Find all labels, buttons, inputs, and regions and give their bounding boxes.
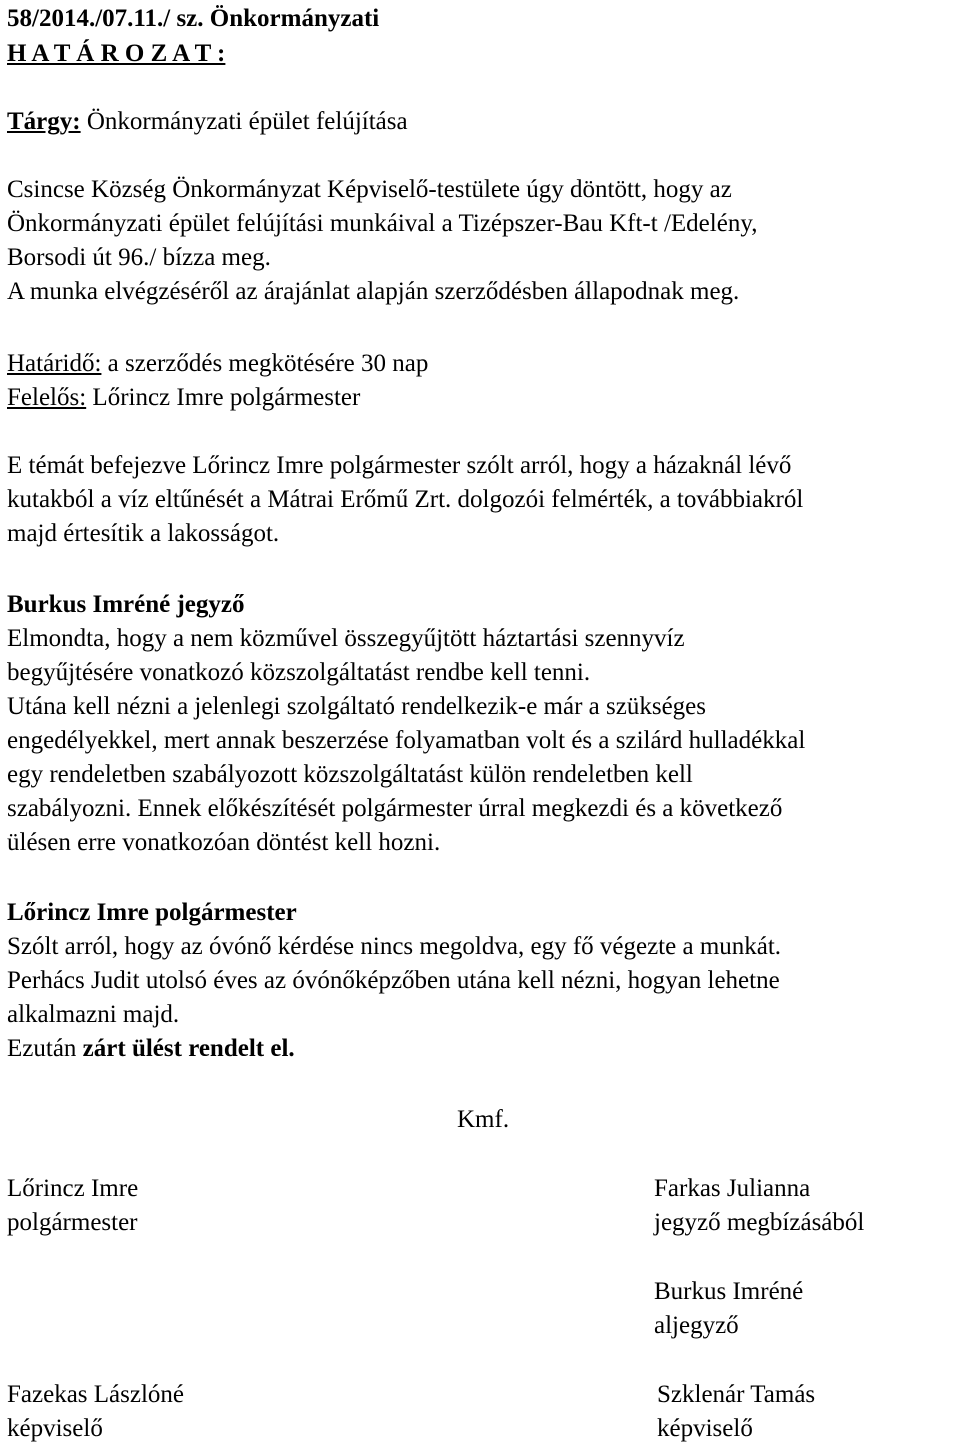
signature-role: polgármester bbox=[7, 1209, 138, 1236]
signature-role: aljegyző bbox=[654, 1312, 739, 1339]
speaker-text-line: Elmondta, hogy a nem közművel összegyűjtött háztartási szennyvíz bbox=[7, 625, 685, 652]
resolution-body-line: A munka elvégzéséről az árajánlat alapján szerződésben állapodnak meg. bbox=[7, 278, 740, 305]
speaker-text-line: egy rendeletben szabályozott közszolgáltatást külön rendeletben kell bbox=[7, 761, 693, 788]
speaker-text-line: begyűjtésére vonatkozó közszolgáltatást rendbe kell tenni. bbox=[7, 659, 591, 686]
signature-role: képviselő bbox=[7, 1415, 103, 1442]
speaker-text-line: alkalmazni majd. bbox=[7, 1001, 180, 1028]
deadline-text: a szerződés megkötésére 30 nap bbox=[101, 350, 429, 377]
speaker-name: Lőrincz Imre polgármester bbox=[7, 899, 297, 926]
speaker-text-line: engedélyekkel, mert annak beszerzése folyamatban volt és a szilárd hulladékkal bbox=[7, 727, 806, 754]
subject-label: Tárgy: bbox=[7, 108, 81, 135]
signature-role: képviselő bbox=[657, 1415, 753, 1442]
signature-name: Lőrincz Imre bbox=[7, 1175, 139, 1202]
responsible-label: Felelős: bbox=[7, 384, 87, 411]
paragraph-line: E témát befejezve Lőrincz Imre polgármester szólt arról, hogy a házaknál lévő bbox=[7, 452, 792, 479]
responsible-line bbox=[7, 381, 360, 415]
responsible-text: Lőrincz Imre polgármester bbox=[86, 384, 361, 411]
signature-name: Farkas Julianna bbox=[654, 1175, 811, 1202]
closing-plain: Ezután bbox=[7, 1035, 83, 1062]
deadline-line bbox=[7, 347, 428, 381]
resolution-body-line: Csincse Község Önkormányzat Képviselő-testülete úgy döntött, hogy az bbox=[7, 176, 732, 203]
speaker-text-line: Utána kell nézni a jelenlegi szolgáltató rendelkezik-e már a szükséges bbox=[7, 693, 706, 720]
kmf-label: Kmf. bbox=[457, 1106, 510, 1133]
signature-name: Burkus Imréné bbox=[654, 1278, 804, 1305]
signature-name: Szklenár Tamás bbox=[657, 1381, 816, 1408]
subject-text: Önkormányzati épület felújítása bbox=[80, 108, 408, 135]
speaker-text-line: Perhács Judit utolsó éves az óvónőképzőben utána kell nézni, hogyan lehetne bbox=[7, 967, 780, 994]
resolution-body-line: Borsodi út 96./ bízza meg. bbox=[7, 244, 271, 271]
resolution-heading: H A T Á R O Z A T : bbox=[7, 40, 226, 67]
signature-name: Fazekas Lászlóné bbox=[7, 1381, 185, 1408]
speaker-name: Burkus Imréné jegyző bbox=[7, 591, 245, 618]
speaker-text-line: Szólt arról, hogy az óvónő kérdése nincs megoldva, egy fő végezte a munkát. bbox=[7, 933, 782, 960]
paragraph-line: kutakból a víz eltűnését a Mátrai Erőmű Zrt. dolgozói felmérték, a továbbiakról bbox=[7, 486, 804, 513]
closing-bold: zárt ülést rendelt el. bbox=[82, 1035, 295, 1062]
deadline-label: Határidő: bbox=[7, 350, 102, 377]
resolution-number: 58/2014./07.11./ sz. Önkormányzati bbox=[7, 5, 380, 32]
speaker-text-line: ülésen erre vonatkozóan döntést kell hozni. bbox=[7, 829, 441, 856]
subject-line bbox=[7, 105, 408, 139]
signature-role: jegyző megbízásából bbox=[654, 1209, 865, 1236]
paragraph-line: majd értesítik a lakosságot. bbox=[7, 520, 280, 547]
resolution-body-line: Önkormányzati épület felújítási munkáival a Tizépszer-Bau Kft-t /Edelény, bbox=[7, 210, 758, 237]
closing-line bbox=[7, 1032, 295, 1066]
speaker-text-line: szabályozni. Ennek előkészítését polgármester úrral megkezdi és a következő bbox=[7, 795, 783, 822]
